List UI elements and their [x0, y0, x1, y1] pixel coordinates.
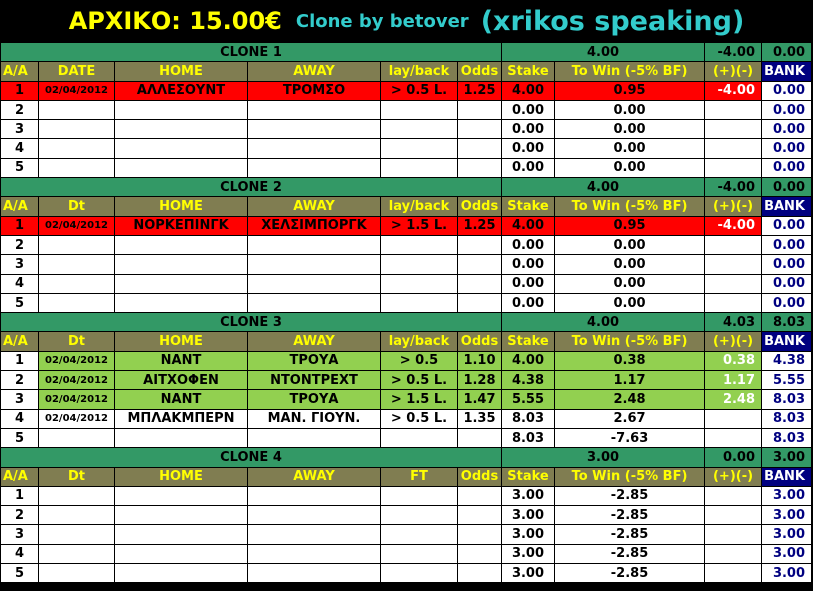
cell-away-team[interactable] [248, 100, 381, 119]
cell-match-date[interactable] [39, 428, 115, 447]
cell-away-team[interactable] [248, 293, 381, 312]
header-home-team[interactable]: HOME [115, 467, 248, 486]
cell-home-team[interactable]: ΝΑΝΤ [115, 390, 248, 409]
cell-away-team[interactable] [248, 428, 381, 447]
cell-home-team[interactable] [115, 544, 248, 563]
cell-odds[interactable] [458, 139, 502, 158]
clone-stake-total[interactable]: 3.00 [502, 448, 705, 467]
cell-match-date[interactable]: 02/04/2012 [39, 351, 115, 370]
clone-bank-total[interactable]: 8.03 [762, 313, 812, 332]
clone-title-row [1, 448, 812, 467]
header-away-team[interactable]: AWAY [248, 197, 381, 216]
cell-stake[interactable]: 4.38 [502, 371, 555, 390]
header-row-number[interactable]: A/A [1, 62, 39, 81]
cell-to-win[interactable]: 2.48 [555, 390, 705, 409]
header-odds[interactable]: Odds [458, 62, 502, 81]
table-row [1, 506, 812, 525]
cell-match-date[interactable] [39, 255, 115, 274]
header-profit-loss[interactable]: (+)(-) [705, 62, 762, 81]
table-row [1, 274, 812, 293]
header-home-team[interactable]: HOME [115, 197, 248, 216]
cell-match-date[interactable] [39, 158, 115, 177]
cell-profit-loss[interactable]: 0.38 [705, 351, 762, 370]
cell-odds[interactable] [458, 293, 502, 312]
table-row [1, 255, 812, 274]
cell-bet-type[interactable]: > 1.5 L. [381, 390, 458, 409]
table-row [1, 235, 812, 254]
cell-row-number[interactable]: 1 [1, 216, 39, 235]
cell-stake[interactable]: 8.03 [502, 428, 555, 447]
header-bank[interactable]: BANK [762, 467, 812, 486]
cell-away-team[interactable]: ΜΑΝ. ΓΙΟΥΝ. [248, 409, 381, 428]
cell-match-date[interactable] [39, 525, 115, 544]
header-bet-type[interactable]: lay/back [381, 62, 458, 81]
cell-stake[interactable]: 3.00 [502, 525, 555, 544]
cell-profit-loss[interactable] [705, 525, 762, 544]
header-away-team[interactable]: AWAY [248, 62, 381, 81]
cell-stake[interactable]: 3.00 [502, 544, 555, 563]
clone-label[interactable]: CLONE 3 [1, 313, 502, 332]
sheet-title [0, 0, 813, 42]
cell-odds[interactable] [458, 100, 502, 119]
clone-title-row [1, 313, 812, 332]
cell-stake[interactable]: 3.00 [502, 564, 555, 583]
cell-to-win[interactable]: 0.00 [555, 100, 705, 119]
table-row [1, 486, 812, 505]
cell-bet-type[interactable] [381, 486, 458, 505]
cell-away-team[interactable] [248, 120, 381, 139]
cell-match-date[interactable] [39, 544, 115, 563]
header-to-win[interactable]: To Win (-5% BF) [555, 332, 705, 351]
cell-home-team[interactable]: ΜΠΛΑΚΜΠΕΡΝ [115, 409, 248, 428]
cell-bet-type[interactable] [381, 544, 458, 563]
table-row [1, 525, 812, 544]
header-stake[interactable]: Stake [502, 197, 555, 216]
cell-bank[interactable]: 3.00 [762, 525, 812, 544]
cell-row-number[interactable]: 2 [1, 506, 39, 525]
cell-to-win[interactable]: 0.00 [555, 274, 705, 293]
cell-away-team[interactable] [248, 158, 381, 177]
table-row [1, 293, 812, 312]
cell-stake[interactable]: 3.00 [502, 506, 555, 525]
cell-bank[interactable]: 0.00 [762, 235, 812, 254]
cell-bank[interactable]: 0.00 [762, 158, 812, 177]
cell-match-date[interactable] [39, 486, 115, 505]
column-header-row [1, 467, 812, 486]
cell-to-win[interactable]: 2.67 [555, 409, 705, 428]
cell-bet-type[interactable]: > 1.5 L. [381, 216, 458, 235]
cell-stake[interactable]: 0.00 [502, 120, 555, 139]
cell-match-date[interactable] [39, 100, 115, 119]
clone-pm-total[interactable]: 4.03 [705, 313, 762, 332]
cell-profit-loss[interactable]: -4.00 [705, 81, 762, 100]
cell-row-number[interactable]: 5 [1, 158, 39, 177]
header-odds[interactable]: Odds [458, 467, 502, 486]
cell-odds[interactable]: 1.47 [458, 390, 502, 409]
header-stake[interactable]: Stake [502, 62, 555, 81]
column-header-row [1, 197, 812, 216]
cell-odds[interactable] [458, 158, 502, 177]
cell-odds[interactable] [458, 255, 502, 274]
header-match-date[interactable]: Dt [39, 467, 115, 486]
clone-pm-total[interactable]: -4.00 [705, 178, 762, 197]
cell-home-team[interactable] [115, 139, 248, 158]
cell-stake[interactable]: 0.00 [502, 139, 555, 158]
cell-bank[interactable]: 0.00 [762, 293, 812, 312]
header-profit-loss[interactable]: (+)(-) [705, 197, 762, 216]
cell-away-team[interactable]: ΤΡΟΥΑ [248, 351, 381, 370]
header-stake[interactable]: Stake [502, 467, 555, 486]
cell-stake[interactable]: 4.00 [502, 216, 555, 235]
cell-row-number[interactable]: 4 [1, 409, 39, 428]
cell-profit-loss[interactable] [705, 428, 762, 447]
cell-odds[interactable]: 1.10 [458, 351, 502, 370]
table-row [1, 409, 812, 428]
cell-profit-loss[interactable] [705, 255, 762, 274]
cell-bet-type[interactable] [381, 139, 458, 158]
cell-profit-loss[interactable] [705, 544, 762, 563]
cell-profit-loss[interactable]: 1.17 [705, 371, 762, 390]
cell-odds[interactable]: 1.25 [458, 81, 502, 100]
speaking-text: (xrikos speaking) [480, 5, 745, 37]
cell-bank[interactable]: 3.00 [762, 486, 812, 505]
cell-row-number[interactable]: 2 [1, 235, 39, 254]
clone-stake-total[interactable]: 4.00 [502, 43, 705, 62]
table-row [1, 139, 812, 158]
cell-home-team[interactable] [115, 235, 248, 254]
cell-stake[interactable]: 0.00 [502, 100, 555, 119]
cell-stake[interactable]: 0.00 [502, 274, 555, 293]
cell-profit-loss[interactable] [705, 409, 762, 428]
table-row [1, 216, 812, 235]
cell-bank[interactable]: 5.55 [762, 371, 812, 390]
cell-stake[interactable]: 3.00 [502, 486, 555, 505]
cell-match-date[interactable] [39, 564, 115, 583]
cell-profit-loss[interactable] [705, 139, 762, 158]
cell-away-team[interactable] [248, 139, 381, 158]
cell-to-win[interactable]: -2.85 [555, 544, 705, 563]
header-match-date[interactable]: Dt [39, 332, 115, 351]
cell-row-number[interactable]: 1 [1, 486, 39, 505]
cell-row-number[interactable]: 3 [1, 525, 39, 544]
cell-profit-loss[interactable]: 2.48 [705, 390, 762, 409]
clone-stake-total[interactable]: 4.00 [502, 178, 705, 197]
cell-home-team[interactable] [115, 100, 248, 119]
header-profit-loss[interactable]: (+)(-) [705, 467, 762, 486]
cell-bet-type[interactable] [381, 564, 458, 583]
cell-match-date[interactable] [39, 274, 115, 293]
table-row [1, 100, 812, 119]
clone-pm-total[interactable]: -4.00 [705, 43, 762, 62]
cell-match-date[interactable]: 02/04/2012 [39, 81, 115, 100]
clone-title-row [1, 178, 812, 197]
cell-row-number[interactable]: 2 [1, 371, 39, 390]
clone-title-row [1, 43, 812, 62]
header-row-number[interactable]: A/A [1, 197, 39, 216]
cell-odds[interactable] [458, 564, 502, 583]
header-bank[interactable]: BANK [762, 197, 812, 216]
cell-row-number[interactable]: 4 [1, 139, 39, 158]
cell-away-team[interactable] [248, 506, 381, 525]
column-header-row [1, 332, 812, 351]
cell-bank[interactable]: 0.00 [762, 100, 812, 119]
cell-profit-loss[interactable] [705, 120, 762, 139]
cell-bank[interactable]: 8.03 [762, 390, 812, 409]
cell-bank[interactable]: 0.00 [762, 81, 812, 100]
cell-bet-type[interactable] [381, 428, 458, 447]
cell-bet-type[interactable] [381, 506, 458, 525]
cell-match-date[interactable] [39, 235, 115, 254]
table-row [1, 351, 812, 370]
cell-bank[interactable]: 8.03 [762, 428, 812, 447]
cell-stake[interactable]: 5.55 [502, 390, 555, 409]
cell-profit-loss[interactable] [705, 486, 762, 505]
cell-profit-loss[interactable] [705, 274, 762, 293]
cell-away-team[interactable] [248, 564, 381, 583]
header-bank[interactable]: BANK [762, 62, 812, 81]
clone-by-text: Clone by betover [295, 10, 469, 32]
cell-bank[interactable]: 3.00 [762, 506, 812, 525]
cell-odds[interactable] [458, 235, 502, 254]
cell-stake[interactable]: 4.00 [502, 351, 555, 370]
cell-stake[interactable]: 0.00 [502, 235, 555, 254]
header-away-team[interactable]: AWAY [248, 332, 381, 351]
cell-profit-loss[interactable] [705, 293, 762, 312]
header-row-number[interactable]: A/A [1, 467, 39, 486]
cell-odds[interactable] [458, 274, 502, 293]
cell-row-number[interactable]: 3 [1, 390, 39, 409]
cell-home-team[interactable] [115, 255, 248, 274]
clone-label[interactable]: CLONE 1 [1, 43, 502, 62]
cell-bet-type[interactable] [381, 158, 458, 177]
table-row [1, 544, 812, 563]
cell-profit-loss[interactable]: -4.00 [705, 216, 762, 235]
cell-row-number[interactable]: 4 [1, 544, 39, 563]
cell-profit-loss[interactable] [705, 235, 762, 254]
cell-away-team[interactable]: ΝΤΟΝΤΡΕΧΤ [248, 371, 381, 390]
clone-label[interactable]: CLONE 2 [1, 178, 502, 197]
cell-stake[interactable]: 0.00 [502, 158, 555, 177]
header-bet-type[interactable]: lay/back [381, 197, 458, 216]
cell-match-date[interactable]: 02/04/2012 [39, 409, 115, 428]
cell-to-win[interactable]: 0.95 [555, 81, 705, 100]
cell-match-date[interactable] [39, 506, 115, 525]
cell-odds[interactable] [458, 525, 502, 544]
table-row [1, 428, 812, 447]
table-row [1, 120, 812, 139]
cell-profit-loss[interactable] [705, 506, 762, 525]
cell-bank[interactable]: 0.00 [762, 120, 812, 139]
cell-bet-type[interactable] [381, 274, 458, 293]
cell-match-date[interactable] [39, 120, 115, 139]
cell-to-win[interactable]: 0.00 [555, 158, 705, 177]
cell-stake[interactable]: 0.00 [502, 293, 555, 312]
cell-profit-loss[interactable] [705, 564, 762, 583]
cell-match-date[interactable]: 02/04/2012 [39, 216, 115, 235]
cell-home-team[interactable] [115, 428, 248, 447]
cell-home-team[interactable]: ΑΙΤΧΟΦΕΝ [115, 371, 248, 390]
cell-bet-type[interactable] [381, 120, 458, 139]
cell-to-win[interactable]: 0.00 [555, 235, 705, 254]
cell-home-team[interactable] [115, 293, 248, 312]
cell-to-win[interactable]: -7.63 [555, 428, 705, 447]
cell-match-date[interactable]: 02/04/2012 [39, 390, 115, 409]
table-row [1, 371, 812, 390]
cell-to-win[interactable]: -2.85 [555, 525, 705, 544]
starting-bank-title: ΑΡΧΙΚΟ: 15.00€ [68, 7, 282, 35]
cell-odds[interactable] [458, 428, 502, 447]
cell-away-team[interactable] [248, 525, 381, 544]
table-row [1, 564, 812, 583]
cell-row-number[interactable]: 5 [1, 564, 39, 583]
column-header-row [1, 62, 812, 81]
cell-stake[interactable]: 0.00 [502, 255, 555, 274]
cell-odds[interactable] [458, 506, 502, 525]
header-stake[interactable]: Stake [502, 332, 555, 351]
cell-bet-type[interactable] [381, 293, 458, 312]
cell-home-team[interactable] [115, 564, 248, 583]
clone-stake-total[interactable]: 4.00 [502, 313, 705, 332]
cell-to-win[interactable]: -2.85 [555, 486, 705, 505]
header-match-date[interactable]: Dt [39, 197, 115, 216]
cell-home-team[interactable]: ΑΛΛΕΣΟΥΝΤ [115, 81, 248, 100]
cell-bank[interactable]: 3.00 [762, 544, 812, 563]
cell-to-win[interactable]: 0.00 [555, 120, 705, 139]
cell-stake[interactable]: 4.00 [502, 81, 555, 100]
cell-to-win[interactable]: 0.00 [555, 139, 705, 158]
header-match-date[interactable]: DATE [39, 62, 115, 81]
clone-bank-total[interactable]: 3.00 [762, 448, 812, 467]
header-home-team[interactable]: HOME [115, 332, 248, 351]
cell-row-number[interactable]: 1 [1, 81, 39, 100]
header-profit-loss[interactable]: (+)(-) [705, 332, 762, 351]
cell-odds[interactable] [458, 544, 502, 563]
header-home-team[interactable]: HOME [115, 62, 248, 81]
cell-home-team[interactable] [115, 120, 248, 139]
cell-home-team[interactable] [115, 525, 248, 544]
cell-bet-type[interactable]: > 0.5 L. [381, 409, 458, 428]
cell-home-team[interactable] [115, 158, 248, 177]
cell-row-number[interactable]: 3 [1, 120, 39, 139]
clone-bank-total[interactable]: 0.00 [762, 43, 812, 62]
table-row [1, 158, 812, 177]
cell-row-number[interactable]: 1 [1, 351, 39, 370]
header-away-team[interactable]: AWAY [248, 467, 381, 486]
header-bet-type[interactable]: lay/back [381, 332, 458, 351]
clone-bank-total[interactable]: 0.00 [762, 178, 812, 197]
cell-away-team[interactable] [248, 544, 381, 563]
cell-bet-type[interactable] [381, 235, 458, 254]
header-odds[interactable]: Odds [458, 197, 502, 216]
header-to-win[interactable]: To Win (-5% BF) [555, 62, 705, 81]
cell-profit-loss[interactable] [705, 158, 762, 177]
bets-table [0, 42, 812, 583]
header-odds[interactable]: Odds [458, 332, 502, 351]
cell-bank[interactable]: 3.00 [762, 564, 812, 583]
cell-bank[interactable]: 0.00 [762, 274, 812, 293]
cell-away-team[interactable]: ΤΡΟΥΑ [248, 390, 381, 409]
cell-row-number[interactable]: 5 [1, 293, 39, 312]
clone-pm-total[interactable]: 0.00 [705, 448, 762, 467]
cell-row-number[interactable]: 3 [1, 255, 39, 274]
clone-label[interactable]: CLONE 4 [1, 448, 502, 467]
header-row-number[interactable]: A/A [1, 332, 39, 351]
cell-bank[interactable]: 0.00 [762, 139, 812, 158]
cell-to-win[interactable]: 1.17 [555, 371, 705, 390]
cell-bet-type[interactable] [381, 255, 458, 274]
cell-home-team[interactable] [115, 274, 248, 293]
cell-bet-type[interactable]: > 0.5 [381, 351, 458, 370]
cell-away-team[interactable] [248, 255, 381, 274]
cell-odds[interactable]: 1.35 [458, 409, 502, 428]
cell-to-win[interactable]: 0.00 [555, 255, 705, 274]
cell-to-win[interactable]: 0.00 [555, 293, 705, 312]
cell-to-win[interactable]: 0.38 [555, 351, 705, 370]
cell-row-number[interactable]: 4 [1, 274, 39, 293]
cell-home-team[interactable] [115, 486, 248, 505]
cell-away-team[interactable] [248, 235, 381, 254]
cell-profit-loss[interactable] [705, 100, 762, 119]
header-to-win[interactable]: To Win (-5% BF) [555, 467, 705, 486]
cell-row-number[interactable]: 2 [1, 100, 39, 119]
cell-odds[interactable] [458, 120, 502, 139]
cell-to-win[interactable]: 0.95 [555, 216, 705, 235]
cell-match-date[interactable]: 02/04/2012 [39, 371, 115, 390]
cell-odds[interactable]: 1.25 [458, 216, 502, 235]
cell-row-number[interactable]: 5 [1, 428, 39, 447]
cell-match-date[interactable] [39, 139, 115, 158]
cell-away-team[interactable]: ΤΡΟΜΣΟ [248, 81, 381, 100]
cell-odds[interactable] [458, 486, 502, 505]
header-to-win[interactable]: To Win (-5% BF) [555, 197, 705, 216]
cell-bet-type[interactable]: > 0.5 L. [381, 81, 458, 100]
cell-match-date[interactable] [39, 293, 115, 312]
cell-bet-type[interactable]: > 0.5 L. [381, 371, 458, 390]
cell-bank[interactable]: 0.00 [762, 216, 812, 235]
table-row [1, 390, 812, 409]
header-bet-type[interactable]: FT [381, 467, 458, 486]
cell-bank[interactable]: 8.03 [762, 409, 812, 428]
cell-bank[interactable]: 4.38 [762, 351, 812, 370]
cell-bet-type[interactable] [381, 100, 458, 119]
cell-away-team[interactable] [248, 486, 381, 505]
cell-bank[interactable]: 0.00 [762, 255, 812, 274]
table-row [1, 81, 812, 100]
header-bank[interactable]: BANK [762, 332, 812, 351]
cell-to-win[interactable]: -2.85 [555, 506, 705, 525]
cell-to-win[interactable]: -2.85 [555, 564, 705, 583]
cell-home-team[interactable] [115, 506, 248, 525]
cell-odds[interactable]: 1.28 [458, 371, 502, 390]
cell-away-team[interactable] [248, 274, 381, 293]
cell-home-team[interactable]: ΝΑΝΤ [115, 351, 248, 370]
cell-bet-type[interactable] [381, 525, 458, 544]
cell-away-team[interactable]: ΧΕΛΣΙΜΠΟΡΓΚ [248, 216, 381, 235]
cell-stake[interactable]: 8.03 [502, 409, 555, 428]
cell-home-team[interactable]: ΝΟΡΚΕΠΙΝΓΚ [115, 216, 248, 235]
